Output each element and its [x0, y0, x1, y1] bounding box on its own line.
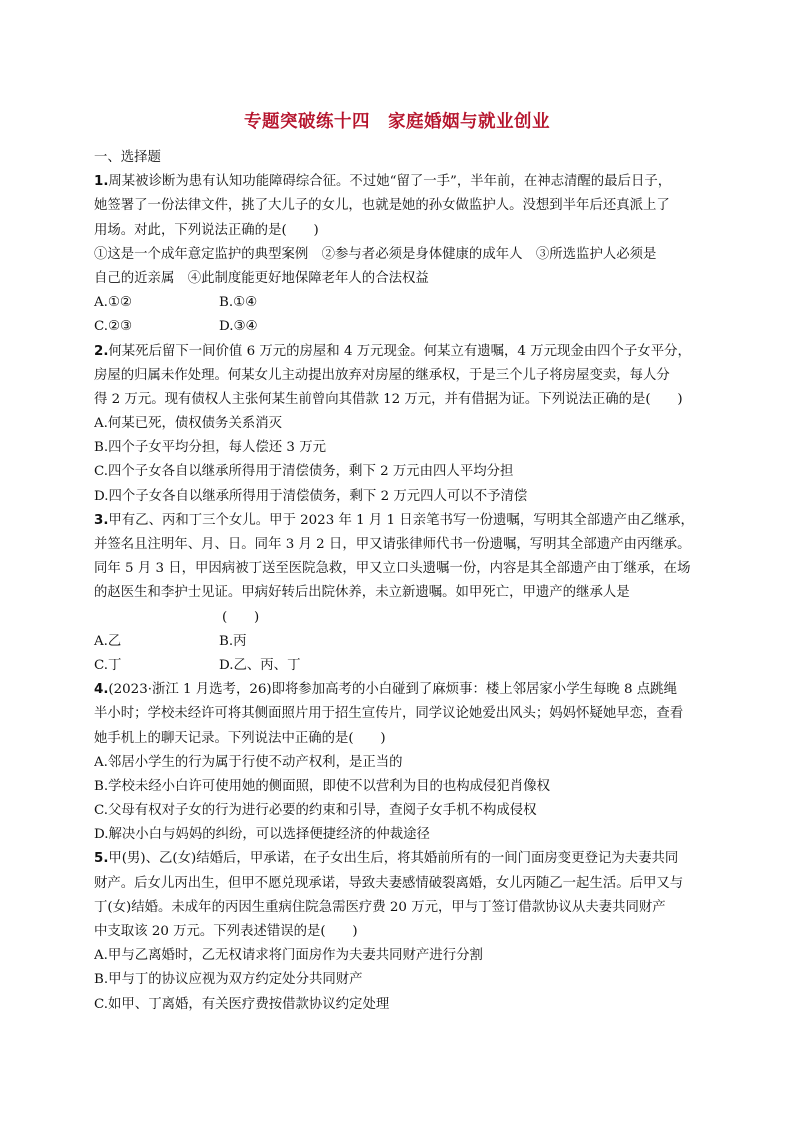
question-number: 2. — [94, 343, 109, 359]
option-c[interactable]: C.丁 — [94, 657, 122, 673]
question-text: 何某死后留下一间价值 6 万元的房屋和 4 万元现金。何某立有遗嘱，4 万元现金由四个子女平分， — [108, 343, 691, 359]
option-d[interactable]: D.乙、丙、丁 — [219, 657, 301, 673]
option-d[interactable]: D.解决小白与妈妈的纠纷，可以选择便捷经济的仲裁途径 — [94, 827, 430, 843]
question-text: 的赵医生和李护士见证。甲病好转后出院休养，未立新遗嘱。如甲死亡，甲遗产的继承人是 — [94, 585, 630, 601]
question-number: 5. — [94, 851, 109, 867]
question-number: 1. — [94, 174, 109, 190]
question-text: 同年 5 月 3 日，甲因病被丁送至医院急救，甲又立口头遗嘱一份，内容是其全部遗产由丁继承，在场 — [94, 561, 691, 577]
question-text: 财产。后女儿丙出生，但甲不愿兑现承诺，导致夫妻感情破裂离婚，女儿丙随乙一起生活。后甲又与 — [94, 875, 684, 891]
question-5 — [94, 847, 714, 1016]
option-b[interactable]: B.①④ — [219, 295, 258, 311]
question-4 — [94, 678, 714, 847]
question-2 — [94, 340, 714, 509]
option-a[interactable]: A.甲与乙离婚时，乙无权请求将门面房作为夫妻共同财产进行分割 — [94, 948, 483, 964]
question-1 — [94, 170, 714, 339]
question-text: 中支取该 20 万元。下列表述错误的是( ) — [94, 924, 358, 939]
question-text: 并签名且注明年、月、日。同年 3 月 2 日，甲又请张律师代书一份遗嘱，写明其全部遗产由丙继承。 — [94, 537, 691, 552]
question-text: 甲(男)、乙(女)结婚后，甲承诺，在子女出生后，将其婚前所有的一间门面房变更登记为夫妻共同 — [108, 851, 679, 867]
option-a[interactable]: A.邻居小学生的行为属于行使不动产权利，是正当的 — [94, 754, 403, 770]
section-heading: 一、选择题 — [94, 150, 161, 165]
option-c[interactable]: C.如甲、丁离婚，有关医疗费按借款协议约定处理 — [94, 996, 390, 1012]
option-b[interactable]: B.四个子女平均分担，每人偿还 3 万元 — [94, 440, 326, 456]
question-content — [94, 146, 714, 1017]
question-number: 4. — [94, 682, 109, 698]
option-a[interactable]: A.何某已死，债权债务关系消灭 — [94, 416, 283, 432]
option-b[interactable]: B.学校未经小白许可使用她的侧面照，即使不以营利为目的也构成侵犯肖像权 — [94, 778, 550, 794]
option-a[interactable]: A.乙 — [94, 633, 122, 649]
option-b[interactable]: B.甲与丁的协议应视为双方约定处分共同财产 — [94, 972, 363, 988]
question-text: 甲有乙、丙和丁三个女儿。甲于 2023 年 1 月 1 日亲笔书写一份遗嘱，写明其全部遗产由乙继承， — [108, 512, 694, 528]
question-text: 半小时；学校未经许可将其侧面照片用于招生宣传片，同学议论她爱出风头；妈妈怀疑她早恋，查看 — [94, 706, 684, 722]
statement-text: ①这是一个成年意定监护的典型案例 ②参与者必须是身体健康的成年人 ③所选监护人必须是 — [94, 246, 657, 262]
question-number: 3. — [94, 512, 109, 528]
question-text: (2023·浙江 1 月选考，26)即将参加高考的小白碰到了麻烦事：楼上邻居家小学生每晚 8 点跳绳 — [108, 682, 677, 698]
answer-paren: ( ) — [222, 609, 260, 625]
page-title: 专题突破练十四 家庭婚姻与就业创业 — [244, 112, 550, 132]
question-text: 得 2 万元。现有债权人主张何某生前曾向其借款 12 万元，并有借据为证。下列说法正确的是( ) — [94, 391, 683, 407]
option-d[interactable]: D.③④ — [219, 319, 258, 335]
option-a[interactable]: A.①② — [94, 295, 132, 311]
option-d[interactable]: D.四个子女各自以继承所得用于清偿债务，剩下 2 万元四人可以不予清偿 — [94, 488, 528, 504]
question-text: 用场。对此，下列说法正确的是( ) — [94, 222, 319, 238]
question-text: 她签署了一份法律文件，挑了大儿子的女儿，也就是她的孙女做监护人。没想到半年后还真派上了 — [94, 198, 670, 214]
option-c[interactable]: C.四个子女各自以继承所得用于清偿债务，剩下 2 万元由四人平均分担 — [94, 464, 514, 480]
question-text: 她手机上的聊天记录。下列说法中正确的是( ) — [94, 730, 386, 746]
question-text: 房屋的归属未作处理。何某女儿主动提出放弃对房屋的继承权，于是三个儿子将房屋变卖，每人分 — [94, 367, 670, 383]
option-b[interactable]: B.丙 — [219, 633, 247, 649]
question-text: 丁(女)结婚。未成年的丙因生重病住院急需医疗费 20 万元，甲与丁签订借款协议从夫妻共同财产 — [94, 899, 666, 915]
option-c[interactable]: C.父母有权对子女的行为进行必要的约束和引导，查阅子女手机不构成侵权 — [94, 803, 537, 819]
question-3 — [94, 509, 714, 678]
option-c[interactable]: C.②③ — [94, 319, 133, 335]
question-text: 周某被诊断为患有认知功能障碍综合征。不过她“留了一手”，半年前，在神志清醒的最后日子， — [108, 174, 672, 190]
statement-text: 自己的近亲属 ④此制度能更好地保障老年人的合法权益 — [94, 270, 429, 286]
